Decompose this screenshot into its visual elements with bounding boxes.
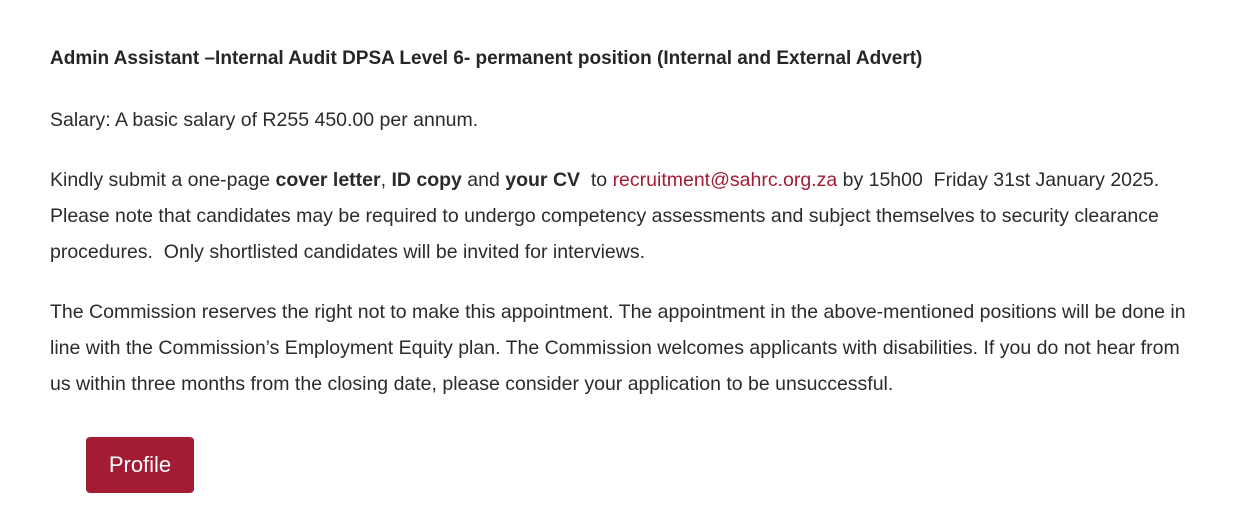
your-cv-text: your CV: [505, 169, 581, 191]
profile-button[interactable]: Profile: [86, 437, 194, 493]
email-link[interactable]: recruitment@sahrc.org.za: [612, 169, 838, 191]
and-text: and: [461, 169, 506, 191]
job-title: Admin Assistant –Internal Audit DPSA Level 6- permanent position (Internal and External Advert): [50, 48, 923, 69]
disclaimer-text: The Commission reserves the right not to make this appointment. The appointment in the above-mentioned positions will be done in line with the Commission’s Employment Equity plan. The Commission welcomes applicants with disabilities. If you do not hear from us within three months from the closing date, please consider your application to be unsuccessful.: [50, 301, 1186, 395]
submission-intro: Kindly submit a one-page: [50, 169, 276, 191]
to-text: to: [580, 169, 613, 191]
submission-instructions: [50, 162, 1220, 270]
deadline-text: by 15h00 Friday 31st January 2025.: [837, 169, 1160, 191]
id-copy-text: ID copy: [391, 169, 462, 191]
cover-letter-text: cover letter: [275, 169, 381, 191]
notes-text: Please note that candidates may be required to undergo competency assessments and subject themselves to security clearance procedures. Only shortlisted candidates will be invited for interviews.: [50, 169, 1165, 263]
salary-text: Salary: A basic salary of R255 450.00 per annum.: [50, 109, 479, 131]
comma-text: ,: [380, 169, 392, 191]
